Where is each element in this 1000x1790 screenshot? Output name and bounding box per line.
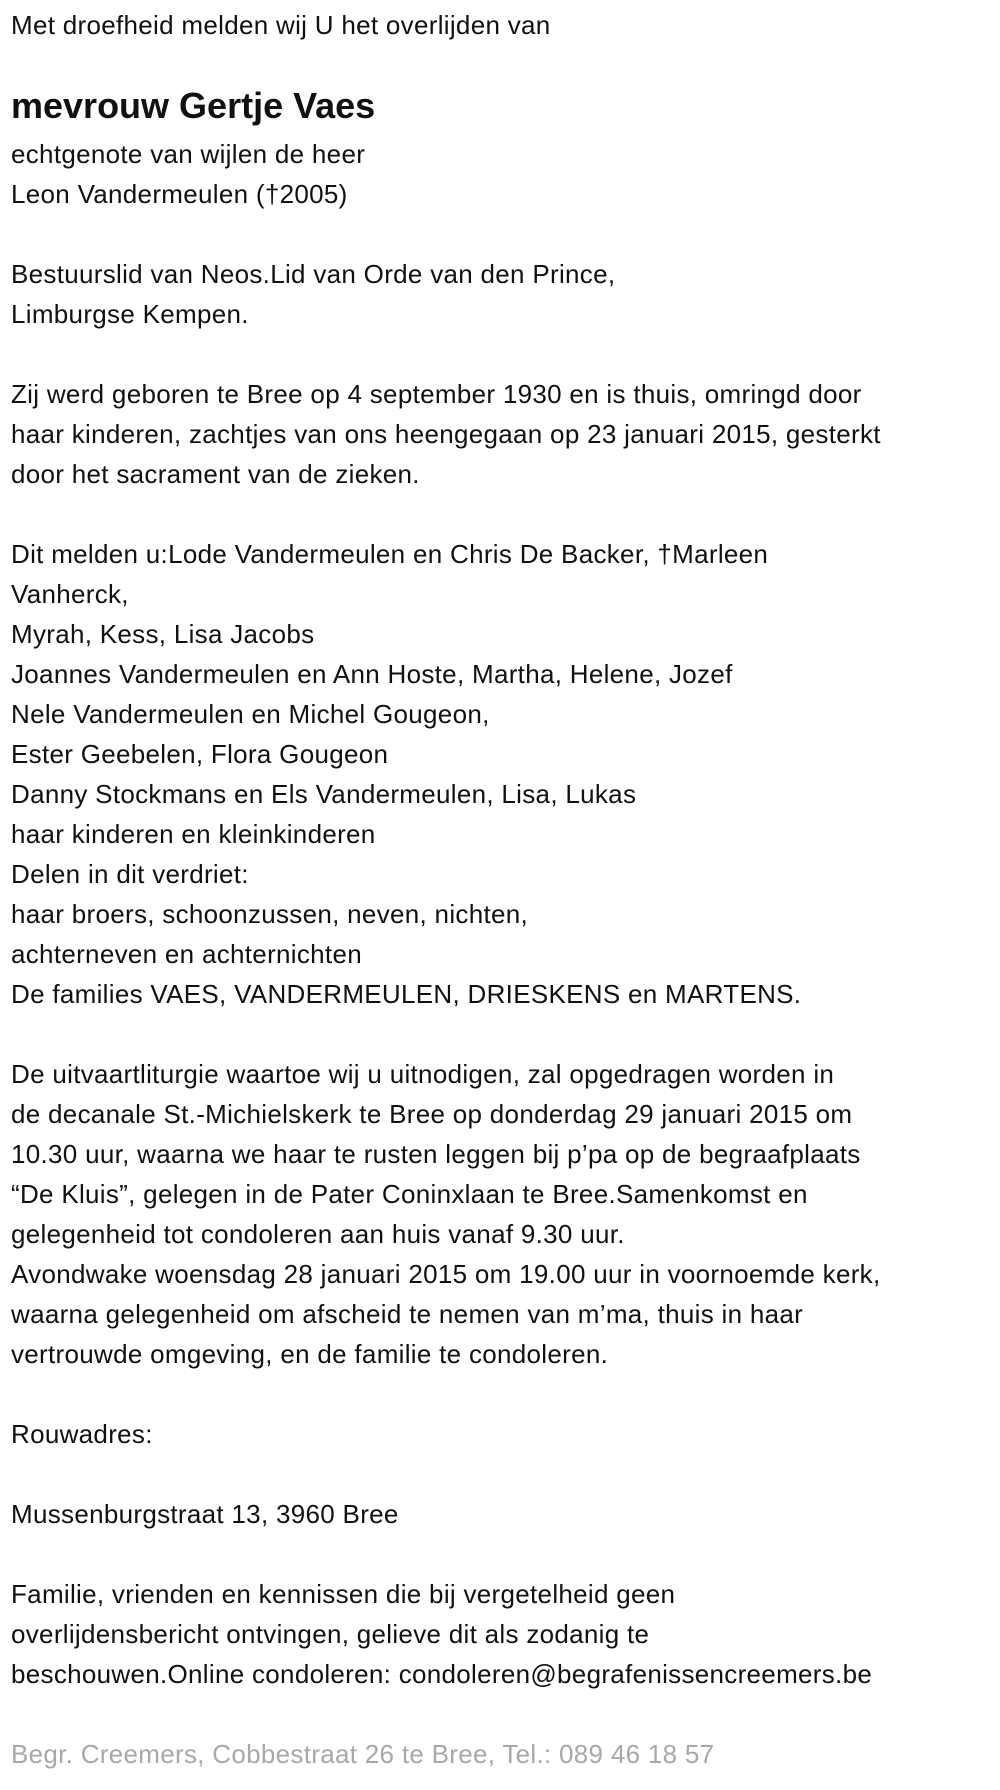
- text-line: Mussenburgstraat 13, 3960 Bree: [11, 1499, 399, 1529]
- text-line: Danny Stockmans en Els Vandermeulen, Lisa, Lukas: [11, 779, 637, 809]
- text-line: beschouwen.Online condoleren: condoleren@begrafenissencreemers.be: [11, 1659, 873, 1689]
- blank-line: [11, 494, 1000, 534]
- text-line: overlijdensbericht ontvingen, gelieve dit als zodanig te: [11, 1619, 650, 1649]
- text-line: “De Kluis”, gelegen in de Pater Coninxlaan te Bree.Samenkomst en: [11, 1179, 808, 1209]
- text-line: De uitvaartliturgie waartoe wij u uitnodigen, zal opgedragen worden in: [11, 1059, 835, 1089]
- blank-line: [11, 1454, 1000, 1494]
- text-line: Familie, vrienden en kennissen die bij vergetelheid geen: [11, 1579, 676, 1609]
- text-line: haar broers, schoonzussen, neven, nichten,: [11, 899, 529, 929]
- blank-line: [11, 1374, 1000, 1414]
- text-line: Limburgse Kempen.: [11, 299, 249, 329]
- text-line: Delen in dit verdriet:: [11, 859, 249, 889]
- blank-line: [11, 1694, 1000, 1734]
- text-line: Nele Vandermeulen en Michel Gougeon,: [11, 699, 490, 729]
- intro-text: Met droefheid melden wij U het overlijden van: [11, 10, 551, 40]
- text-line: vertrouwde omgeving, en de familie te condoleren.: [11, 1339, 609, 1369]
- text-line: Joannes Vandermeulen en Ann Hoste, Martha, Helene, Jozef: [11, 659, 733, 689]
- text-line: Ester Geebelen, Flora Gougeon: [11, 739, 389, 769]
- blank-line: [11, 1014, 1000, 1054]
- text-line: Vanherck,: [11, 579, 129, 609]
- text-line: Myrah, Kess, Lisa Jacobs: [11, 619, 315, 649]
- text-line: 10.30 uur, waarna we haar te rusten leggen bij p’pa op de begraafplaats: [11, 1139, 861, 1169]
- deceased-name: mevrouw Gertje Vaes: [11, 85, 376, 126]
- text-line: Avondwake woensdag 28 januari 2015 om 19.00 uur in voornoemde kerk,: [11, 1259, 881, 1289]
- announcement-body: [11, 134, 1000, 1774]
- footer-funeral-home: Begr. Creemers, Cobbestraat 26 te Bree, Tel.: 089 46 18 57: [11, 1739, 715, 1769]
- blank-line: [11, 214, 1000, 254]
- text-line: Zij werd geboren te Bree op 4 september 1930 en is thuis, omringd door: [11, 379, 862, 409]
- text-line: achterneven en achternichten: [11, 939, 362, 969]
- text-line: Dit melden u:Lode Vandermeulen en Chris De Backer, †Marleen: [11, 539, 769, 569]
- text-line: echtgenote van wijlen de heer: [11, 139, 366, 169]
- text-line: Rouwadres:: [11, 1419, 153, 1449]
- text-line: gelegenheid tot condoleren aan huis vanaf 9.30 uur.: [11, 1219, 625, 1249]
- text-line: door het sacrament van de zieken.: [11, 459, 420, 489]
- text-line: haar kinderen, zachtjes van ons heengegaan op 23 januari 2015, gesterkt: [11, 419, 881, 449]
- text-line: De families VAES, VANDERMEULEN, DRIESKENS en MARTENS.: [11, 979, 802, 1009]
- text-line: Leon Vandermeulen (†2005): [11, 179, 348, 209]
- text-line: Bestuurslid van Neos.Lid van Orde van den Prince,: [11, 259, 616, 289]
- text-line: de decanale St.-Michielskerk te Bree op donderdag 29 januari 2015 om: [11, 1099, 853, 1129]
- blank-line: [11, 334, 1000, 374]
- text-line: waarna gelegenheid om afscheid te nemen van m’ma, thuis in haar: [11, 1299, 804, 1329]
- blank-line: [11, 1534, 1000, 1574]
- text-line: haar kinderen en kleinkinderen: [11, 819, 376, 849]
